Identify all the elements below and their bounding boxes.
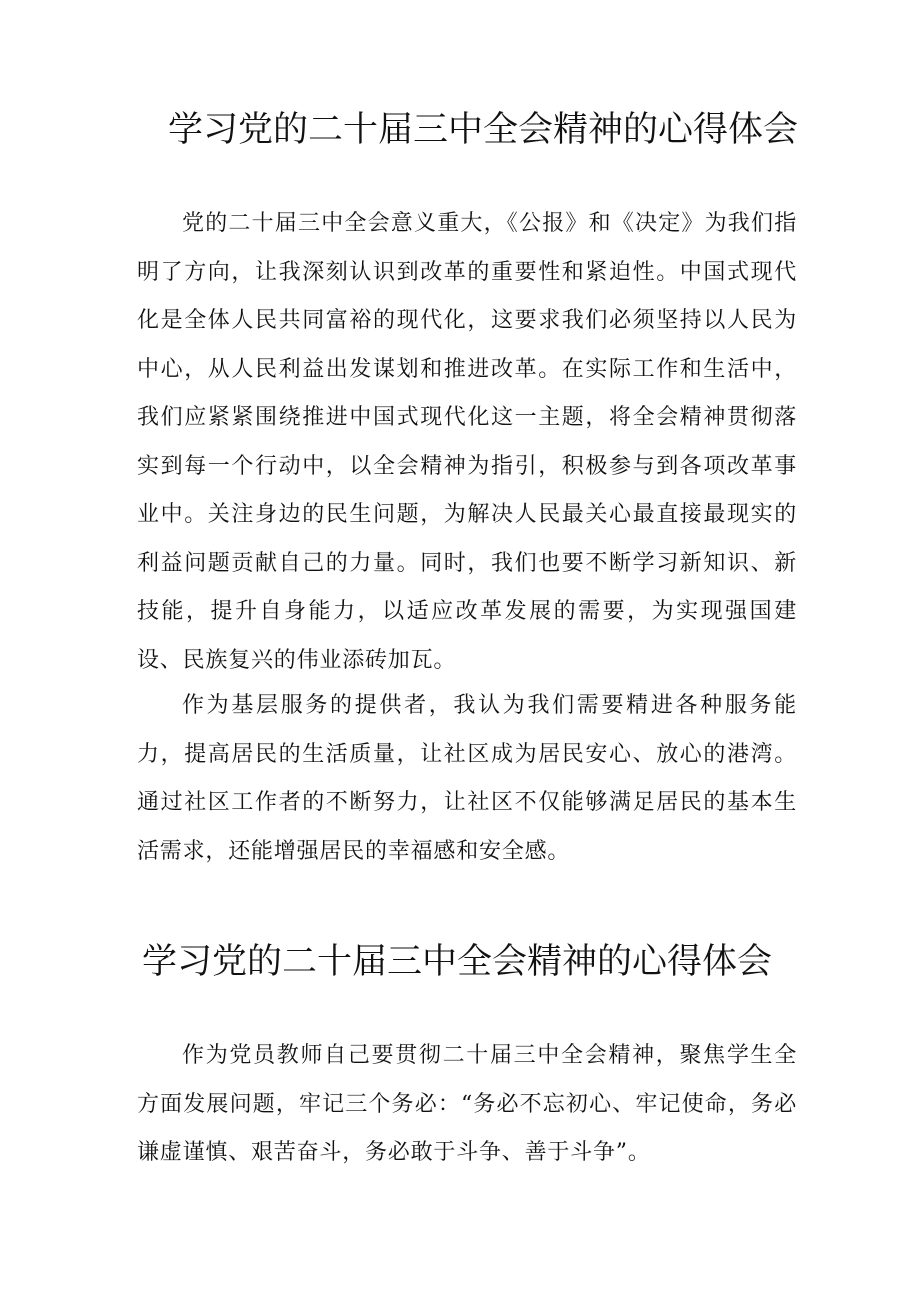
section-1-title: 学习党的二十届三中全会精神的心得体会 — [168, 110, 799, 150]
section-2-paragraph-1: 作为党员教师自己要贯彻二十届三中全会精神，聚焦学生全方面发展问题，牢记三个务必：“务必不忘初心、牢记使命，务必谦虚谨慎、艰苦奋斗，务必敢于斗争、善于斗争”。 — [137, 1043, 797, 1165]
section-1-paragraph-1: 党的二十届三中全会意义重大，《公报》和《决定》为我们指明了方向，让我深刻认识到改革的重要性和紧迫性。中国式现代化是全体人民共同富裕的现代化，这要求我们必须坚持以人民为中心，从人民利益出发谋划和推进改革。在实际工作和生活中，我们应紧紧围绕推进中国式现代化这一主题，将全会精神贯彻落实到每一个行动中，以全会精神为指引，积极参与到各项改革事业中。关注身边的民生问题，为解决人民最关心最直接最现实的利益问题贡献自己的力量。同时，我们也要不断学习新知识、新技能，提升自身能力，以适应改革发展的需要，为实现强国建设、民族复兴的伟业添砖加瓦。 — [137, 211, 797, 673]
section-2-title: 学习党的二十届三中全会精神的心得体会 — [142, 942, 773, 982]
section-1-paragraph-2: 作为基层服务的提供者，我认为我们需要精进各种服务能力，提高居民的生活质量，让社区成为居民安心、放心的港湾。通过社区工作者的不断努力，让社区不仅能够满足居民的基本生活需求，还能增强居民的幸福感和安全感。 — [137, 693, 797, 864]
